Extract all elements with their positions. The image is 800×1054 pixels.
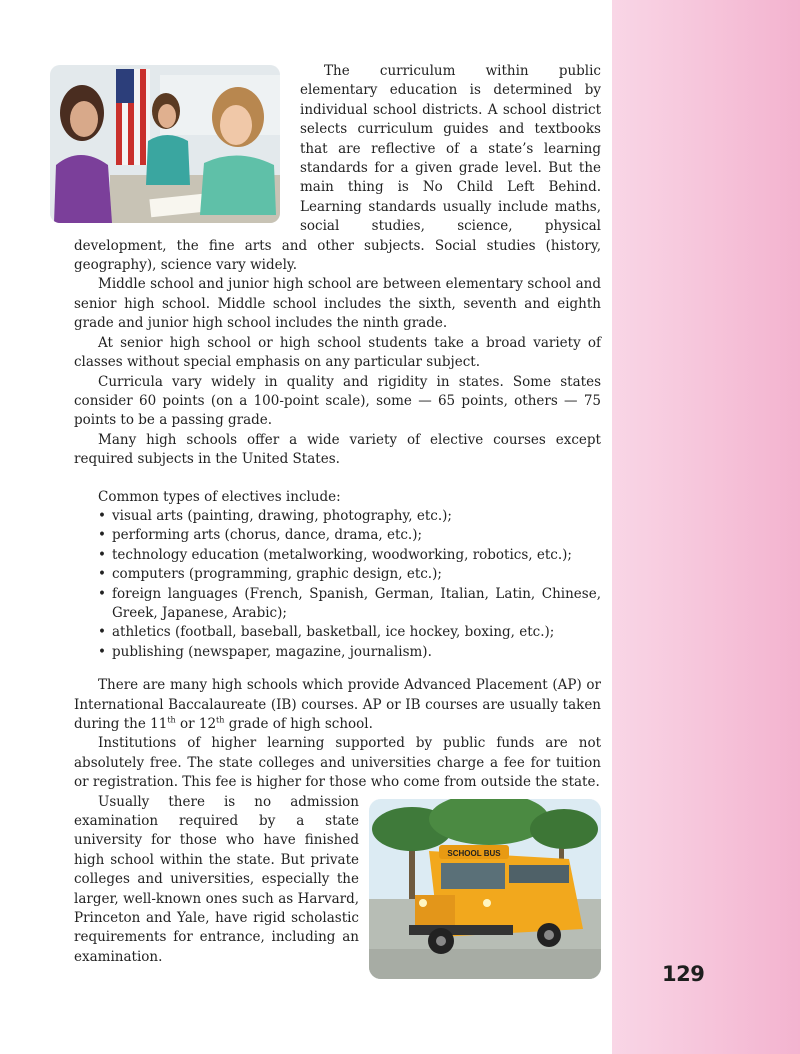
list-item: • athletics (football, baseball, basketball, ice hockey, boxing, etc.); <box>98 623 601 642</box>
article-body <box>74 62 601 981</box>
paragraph-admission: Usually there is no admission examination required by a state university for those who have finished high school within the state. But private colleges and universities, especially the larger, well-known ones such as Harvard, Princeton and Yale, have rigid scholastic requirements for entrance, including an examination. <box>74 793 359 965</box>
school-bus-illustration <box>369 799 601 979</box>
school-bus-photo <box>369 799 601 979</box>
list-item: • performing arts (chorus, dance, drama, etc.); <box>98 526 601 545</box>
list-item: • foreign languages (French, Spanish, German, Italian, Latin, Chinese, Greek, Japanese, Arabic); <box>98 585 601 624</box>
list-item: • publishing (newspaper, magazine, journalism). <box>98 643 601 662</box>
electives-intro: Common types of electives include: <box>98 488 341 505</box>
paragraph-electives-offer: Many high schools offer a wide variety of elective courses except required subjects in the United States. <box>74 431 601 468</box>
list-item: • visual arts (painting, drawing, photography, etc.); <box>98 507 601 526</box>
paragraph-senior-high: At senior high school or high school students take a broad variety of classes without special emphasis on any particular subject. <box>74 334 601 371</box>
paragraph-middle-school: Middle school and junior high school are between elementary school and senior high school. Middle school includes the sixth, seventh and eighth grade and junior high school includes the ninth grade. <box>74 276 601 332</box>
classroom-photo <box>50 65 280 223</box>
electives-list <box>74 488 601 663</box>
paragraph-curriculum: The curriculum within public elementary education is determined by individual school districts. A school district selects curriculum guides and textbooks that are reflective of a state’s learning standards for a given grade level. But the main thing is No Child Left Behind. Learning standards usually include maths, social studies, science, physical development, the fine arts and other subjects. Social studies (history, geography), science vary widely. <box>74 63 601 274</box>
paragraph-higher-learning: Institutions of higher learning supported by public funds are not absolutely free. The state colleges and universities charge a fee for tuition or registration. This fee is higher for those who come from outside the state. <box>74 735 601 791</box>
electives-items <box>74 507 601 662</box>
paragraph-ap-ib: There are many high schools which provide Advanced Placement (AP) or International Baccalaureate (IB) courses. AP or IB courses are usually taken during the 11th or 12th grade of high school. <box>74 677 601 732</box>
bus-sign: SCHOOL BUS <box>447 848 501 858</box>
pink-sidebar <box>612 0 800 1054</box>
list-item: • technology education (metalworking, woodworking, robotics, etc.); <box>98 546 601 565</box>
classroom-illustration <box>50 65 280 223</box>
list-item: • computers (programming, graphic design, etc.); <box>98 565 601 584</box>
page-number: 129 <box>662 962 705 986</box>
paragraph-curricula: Curricula vary widely in quality and rigidity in states. Some states consider 60 points (on a 100-point scale), some — 65 points, others — 75 points to be a passing grade. <box>74 373 601 429</box>
